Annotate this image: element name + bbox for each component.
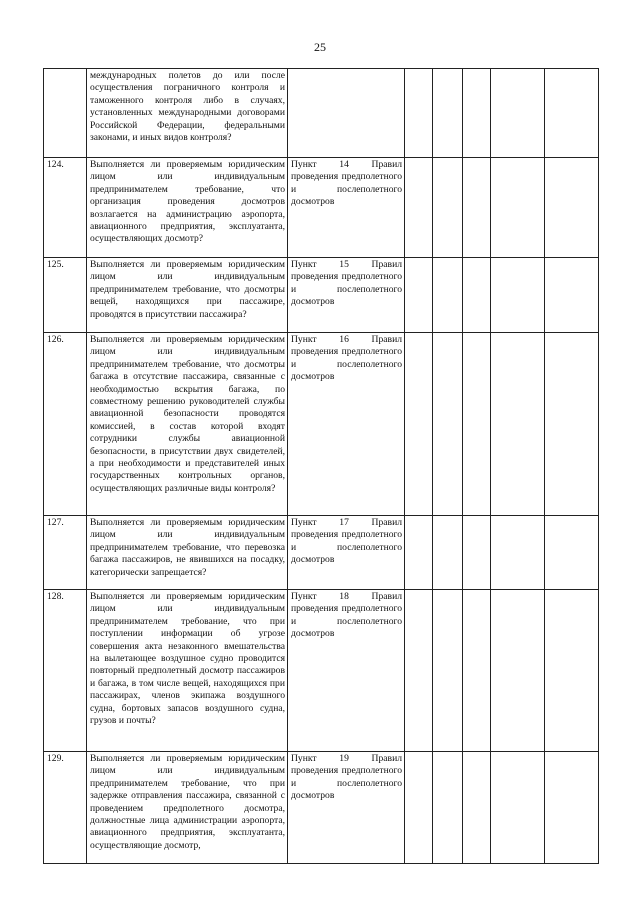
- table-row: [44, 69, 599, 158]
- answer-cell: [463, 69, 491, 158]
- answer-cell: [545, 158, 599, 258]
- row-number: 125.: [44, 258, 87, 333]
- table-row: [44, 752, 599, 864]
- answer-cell: [545, 333, 599, 516]
- answer-cell: [491, 333, 545, 516]
- answer-cell: [433, 516, 463, 590]
- answer-cell: [405, 752, 433, 864]
- answer-cell: [433, 752, 463, 864]
- checklist-table: [43, 68, 599, 864]
- answer-cell: [463, 752, 491, 864]
- reference-text: Пункт 19 Правил проведения предполетного и послеполетного досмотров: [288, 752, 405, 864]
- row-number: 127.: [44, 516, 87, 590]
- reference-text: [288, 69, 405, 158]
- answer-cell: [545, 69, 599, 158]
- question-text: Выполняется ли проверяемым юридическим лицом или индивидуальным предпринимателем требование, что организация проведения досмотров возлагается на администрацию аэропорта, авиационного предприятия, эксплуатанта, осуществляющих досмотр?: [87, 158, 288, 258]
- row-number: 124.: [44, 158, 87, 258]
- reference-text: Пункт 17 Правил проведения предполетного и послеполетного досмотров: [288, 516, 405, 590]
- answer-cell: [433, 590, 463, 752]
- answer-cell: [491, 752, 545, 864]
- answer-cell: [463, 258, 491, 333]
- question-text: Выполняется ли проверяемым юридическим лицом или индивидуальным предпринимателем требование, что при поступлении информации об угрозе совершения акта незаконного вмешательства на вылетающее воздушное судно проводится повторный предполетный досмотр пассажиров и багажа, в том числе вещей, находящихся при пассажирах, членов экипажа воздушного судна, бортовых запасов воздушного судна, грузов и почты?: [87, 590, 288, 752]
- table-row: [44, 590, 599, 752]
- answer-cell: [405, 69, 433, 158]
- answer-cell: [545, 752, 599, 864]
- row-number: 129.: [44, 752, 87, 864]
- answer-cell: [463, 333, 491, 516]
- answer-cell: [433, 158, 463, 258]
- answer-cell: [405, 590, 433, 752]
- row-number: 126.: [44, 333, 87, 516]
- row-number: 128.: [44, 590, 87, 752]
- reference-text: Пункт 18 Правил проведения предполетного и послеполетного досмотров: [288, 590, 405, 752]
- answer-cell: [405, 516, 433, 590]
- answer-cell: [405, 158, 433, 258]
- answer-cell: [433, 258, 463, 333]
- answer-cell: [545, 516, 599, 590]
- answer-cell: [491, 590, 545, 752]
- answer-cell: [463, 158, 491, 258]
- table-row: [44, 333, 599, 516]
- answer-cell: [545, 258, 599, 333]
- reference-text: Пункт 14 Правил проведения предполетного и послеполетного досмотров: [288, 158, 405, 258]
- table-row: [44, 258, 599, 333]
- answer-cell: [405, 333, 433, 516]
- answer-cell: [491, 158, 545, 258]
- answer-cell: [405, 258, 433, 333]
- question-text: Выполняется ли проверяемым юридическим лицом или индивидуальным предпринимателем требование, что при задержке отправления пассажира, связанной с проведением предполетного досмотра, должностные лица администрации аэропорта, авиационного предприятия, эксплуатанта, осуществляющие досмотр,: [87, 752, 288, 864]
- question-text: международных полетов до или после осуществления пограничного контроля и таможенного контроля либо в случаях, установленных международными договорами Российской Федерации, федеральными законами, и иных видов контроля?: [87, 69, 288, 158]
- answer-cell: [491, 69, 545, 158]
- answer-cell: [463, 516, 491, 590]
- answer-cell: [433, 69, 463, 158]
- table-row: [44, 158, 599, 258]
- answer-cell: [433, 333, 463, 516]
- question-text: Выполняется ли проверяемым юридическим лицом или индивидуальным предпринимателем требование, что досмотры вещей, находящихся при пассажире, проводятся в присутствии пассажира?: [87, 258, 288, 333]
- reference-text: Пункт 15 Правил проведения предполетного и послеполетного досмотров: [288, 258, 405, 333]
- answer-cell: [545, 590, 599, 752]
- page-number: 25: [314, 40, 326, 54]
- table-row: [44, 516, 599, 590]
- answer-cell: [491, 258, 545, 333]
- question-text: Выполняется ли проверяемым юридическим лицом или индивидуальным предпринимателем требование, что перевозка багажа пассажиров, не явившихся на посадку, категорически запрещается?: [87, 516, 288, 590]
- reference-text: Пункт 16 Правил проведения предполетного и послеполетного досмотров: [288, 333, 405, 516]
- answer-cell: [463, 590, 491, 752]
- question-text: Выполняется ли проверяемым юридическим лицом или индивидуальным предпринимателем требование, что досмотры багажа в отсутствие пассажира, связанные с необходимостью вскрытия багажа, по совместному решению руководителей службы авиационной безопасности проводятся комиссией, в состав которой входят сотрудники службы авиационной безопасности, в присутствии двух свидетелей, а при необходимости и представителей иных государственных контрольных органов, осуществляющих различные виды контроля?: [87, 333, 288, 516]
- row-number: [44, 69, 87, 158]
- answer-cell: [491, 516, 545, 590]
